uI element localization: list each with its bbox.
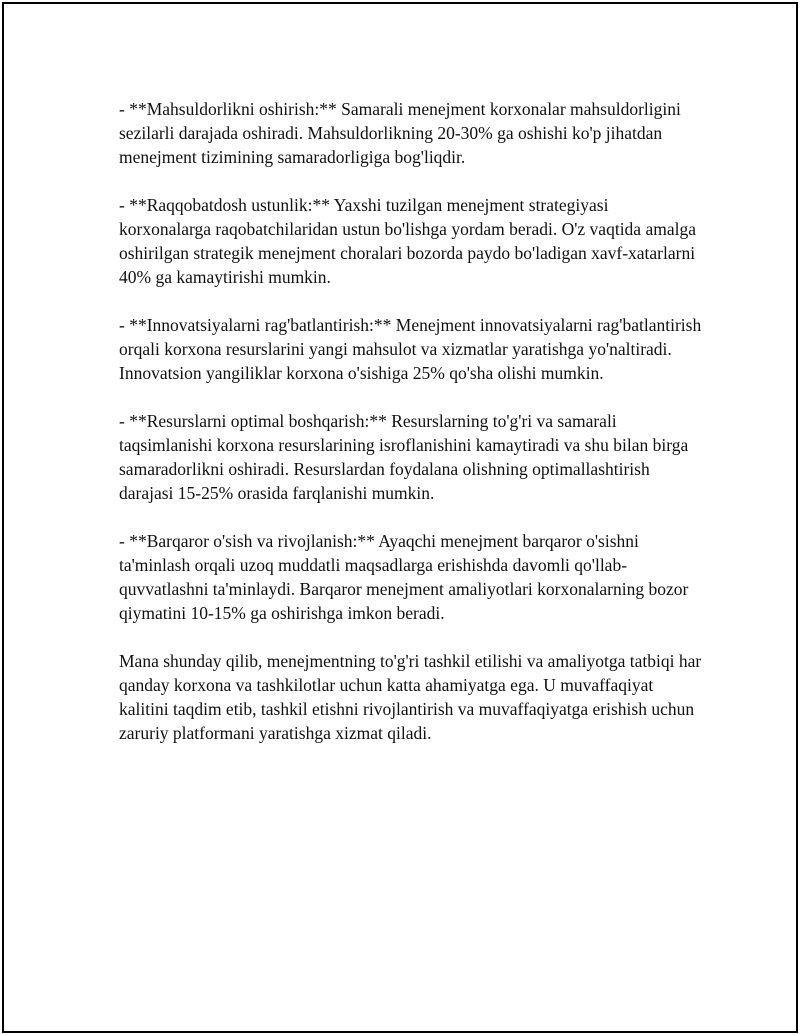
paragraph-sustainable-growth: - **Barqaror o'sish va rivojlanish:** Ayaqchi menejment barqaror o'sishni ta'minlash orqali uzoq muddatli maqsadlarga erishishda davomli qo'llab-quvvatlashni ta'minlaydi. Barqaror menejment amaliyotlari korxonalarning bozor qiymatini 10-15% ga oshirishga imkon beradi. [119, 531, 689, 623]
paragraph-competitive-advantage: - **Raqqobatdosh ustunlik:** Yaxshi tuzilgan menejment strategiyasi korxonalarga raqobatchilaridan ustun bo'lishga yordam beradi. O'z vaqtida amalga oshirilgan strategik menejment choralari bozorda paydo bo'ladigan xavf-xatarlarni 40% ga kamaytirishi mumkin. [119, 195, 696, 287]
paragraph-productivity: - **Mahsuldorlikni oshirish:** Samarali menejment korxonalar mahsuldorligini sezilarli darajada oshiradi. Mahsuldorlikning 20-30% ga oshishi ko'p jihatdan menejment tizimining samaradorligiga bog'liqdir. [119, 99, 681, 167]
document-page [2, 2, 798, 1033]
paragraph-innovation: - **Innovatsiyalarni rag'batlantirish:** Menejment innovatsiyalarni rag'batlantirish orqali korxona resurslarini yangi mahsulot va xizmatlar yaratishga yo'naltiradi. Innovatsion yangiliklar korxona o'sishiga 25% qo'sha olishi mumkin. [119, 315, 702, 383]
paragraph-conclusion: Mana shunday qilib, menejmentning to'g'ri tashkil etilishi va amaliyotga tatbiqi har qanday korxona va tashkilotlar uchun katta ahamiyatga ega. U muvaffaqiyat kalitini taqdim etib, tashkil etishni rivojlantirish va muvaffaqiyatga erishish uchun zaruriy platformani yaratishga xizmat qiladi. [119, 651, 702, 743]
document-body [119, 97, 704, 769]
paragraph-resource-management: - **Resurslarni optimal boshqarish:** Resurslarning to'g'ri va samarali taqsimlanishi korxona resurslarining isroflanishini kamaytiradi va shu bilan birga samaradorlikni oshiradi. Resurslardan foydalana olishning optimallashtirish darajasi 15-25% orasida farqlanishi mumkin. [119, 411, 689, 503]
